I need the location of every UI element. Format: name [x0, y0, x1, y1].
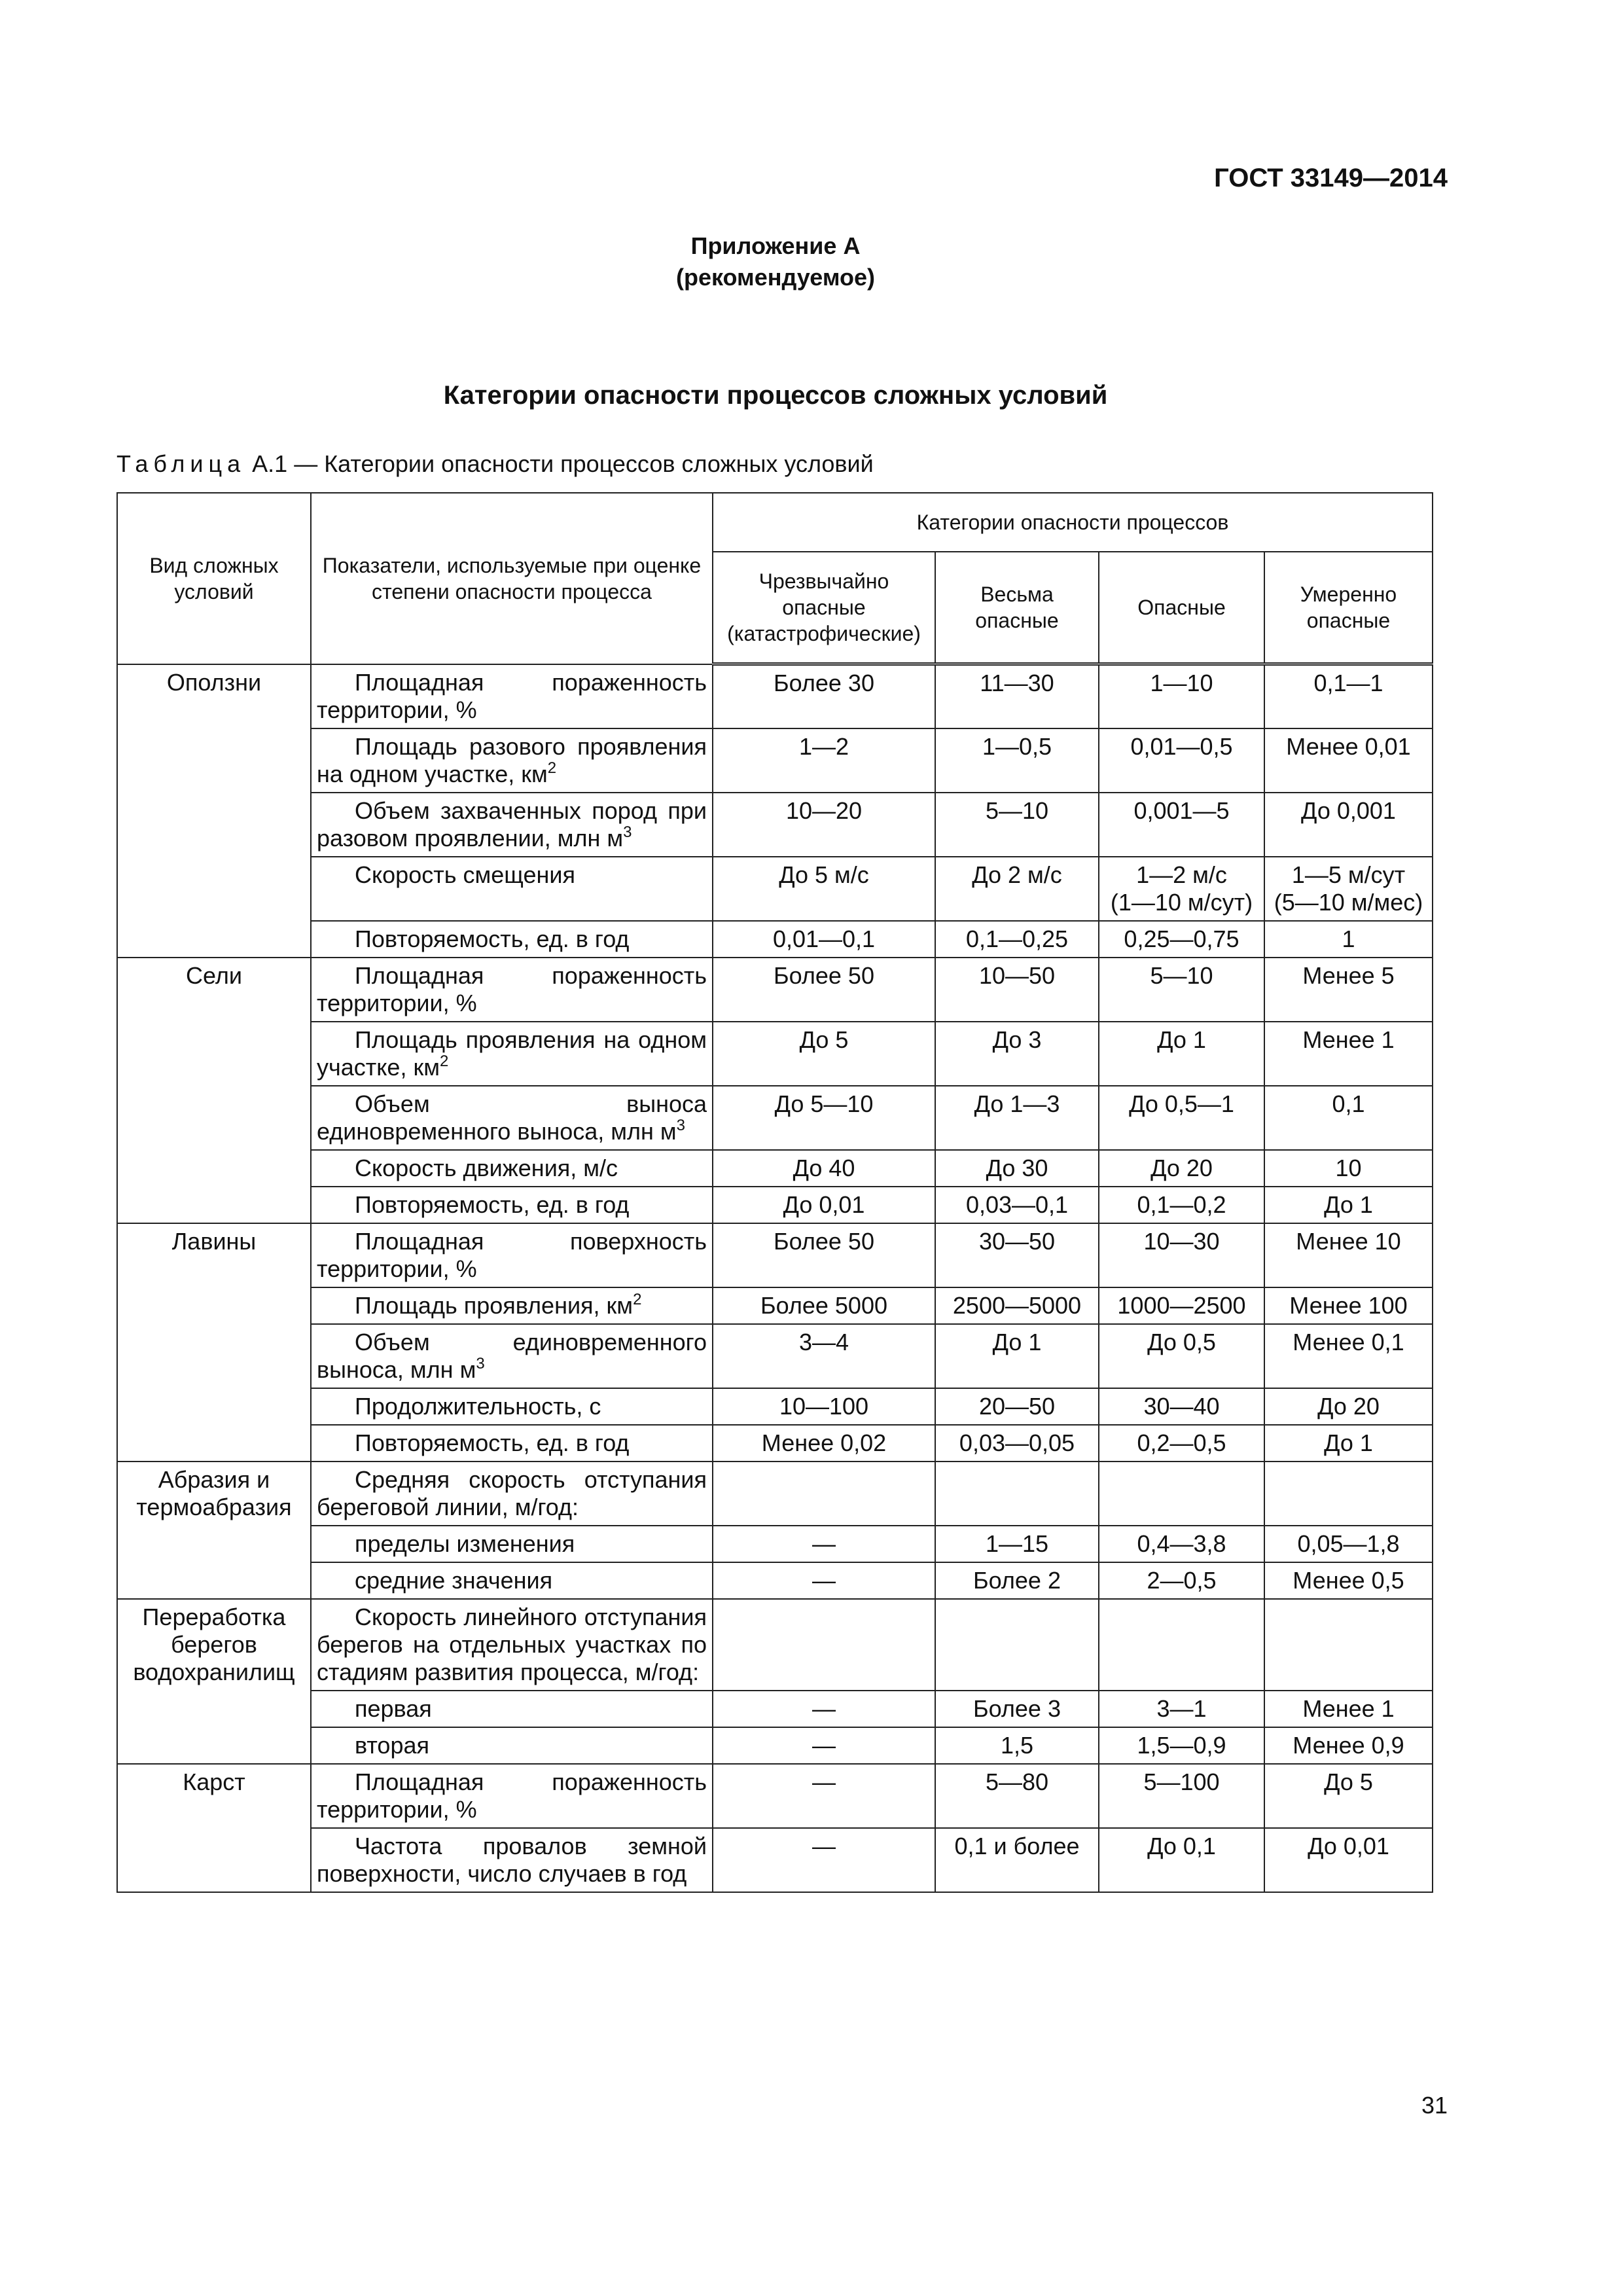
value-cell: До 2 м/с: [935, 857, 1099, 921]
value-cell: 0,2—0,5: [1099, 1425, 1264, 1462]
indicator-text: Объем выноса единовременного выноса, млн м: [317, 1090, 707, 1145]
value-cell: 10—20: [713, 793, 935, 857]
value-cell: До 0,01: [1264, 1828, 1433, 1892]
value-cell: До 20: [1264, 1388, 1433, 1425]
value-cell: До 20: [1099, 1150, 1264, 1187]
indicator-cell: [311, 793, 713, 857]
table-row: [117, 1526, 1433, 1562]
indicator-cell: [311, 1324, 713, 1388]
value-cell: 1—10: [1099, 664, 1264, 728]
value-cell: 10—100: [713, 1388, 935, 1425]
indicator-cell: Скорость смещения: [311, 857, 713, 921]
value-cell: Менее 100: [1264, 1287, 1433, 1324]
value-cell: Менее 0,02: [713, 1425, 935, 1462]
value-cell: —: [713, 1562, 935, 1599]
value-cell: 0,03—0,1: [935, 1187, 1099, 1223]
table-row: [117, 958, 1433, 1022]
hazard-categories-table: [116, 492, 1433, 1893]
value-cell: Более 50: [713, 958, 935, 1022]
value-cell: До 0,5: [1099, 1324, 1264, 1388]
value-cell: Более 30: [713, 664, 935, 728]
value-cell: 1,5—0,9: [1099, 1727, 1264, 1764]
value-cell: 0,1—1: [1264, 664, 1433, 728]
value-cell: 1—0,5: [935, 728, 1099, 793]
header-cat-moderate-line1: Умеренно: [1300, 583, 1397, 606]
condition-karst: Карст: [117, 1764, 311, 1892]
header-cat-very-line2: опасные: [975, 609, 1059, 632]
value-cell: Более 3: [935, 1691, 1099, 1727]
table-row: [117, 793, 1433, 857]
condition-reservoir-shores: [117, 1599, 311, 1764]
indicator-cell: средние значения: [311, 1562, 713, 1599]
value-cell: [1099, 1599, 1264, 1691]
table-row: [117, 1022, 1433, 1086]
section-heading: Категории опасности процессов сложных условий: [443, 381, 1108, 410]
value-cell: До 5: [1264, 1764, 1433, 1828]
indicator-cell: Площадная поверхность территории, %: [311, 1223, 713, 1287]
superscript: 2: [439, 1052, 449, 1070]
value-cell: 5—10: [935, 793, 1099, 857]
value-cell: До 1—3: [935, 1086, 1099, 1150]
appendix-heading: [0, 230, 1551, 293]
value-cell: 0,01—0,1: [713, 921, 935, 958]
appendix-subtitle: (рекомендуемое): [676, 264, 875, 291]
value-cell: 10: [1264, 1150, 1433, 1187]
condition-landslides: Оползни: [117, 664, 311, 958]
value-cell: 0,25—0,75: [1099, 921, 1264, 958]
value-cell: 5—100: [1099, 1764, 1264, 1828]
indicator-cell: первая: [311, 1691, 713, 1727]
value-cell: [1264, 1462, 1433, 1526]
superscript: 3: [676, 1116, 686, 1134]
value-cell: Менее 5: [1264, 958, 1433, 1022]
indicator-cell: [311, 728, 713, 793]
value-cell: 3—4: [713, 1324, 935, 1388]
value-cell: До 0,01: [713, 1187, 935, 1223]
indicator-cell: [311, 1022, 713, 1086]
superscript: 3: [623, 823, 632, 841]
value-cell: До 0,1: [1099, 1828, 1264, 1892]
indicator-text: Объем захваченных пород при разовом проявлении, млн м: [317, 797, 707, 852]
indicator-text: Объем единовременного выноса, млн м: [317, 1328, 707, 1383]
value-cell: 1—2: [713, 728, 935, 793]
value-cell: Более 50: [713, 1223, 935, 1287]
table-row: [117, 1727, 1433, 1764]
value-cell: 2500—5000: [935, 1287, 1099, 1324]
superscript: 3: [476, 1354, 485, 1372]
table-row: [117, 1828, 1433, 1892]
value-cell: Менее 10: [1264, 1223, 1433, 1287]
value-cell: 3—1: [1099, 1691, 1264, 1727]
value-cell: Менее 0,01: [1264, 728, 1433, 793]
indicator-cell: Площадная пораженность территории, %: [311, 664, 713, 728]
condition-abrasion-line2: термоабразия: [136, 1493, 292, 1520]
value-line-sub: (1—10 м/сут): [1110, 888, 1253, 916]
indicator-text: Площадь проявления на одном участке, км: [317, 1026, 707, 1081]
header-cat-extreme-line1: Чрезвычайно: [758, 569, 889, 593]
header-indicators: Показатели, используемые при оценке степени опасности процесса: [311, 493, 713, 664]
indicator-cell: Скорость движения, м/с: [311, 1150, 713, 1187]
value-cell: Менее 0,1: [1264, 1324, 1433, 1388]
value-cell: 1: [1264, 921, 1433, 958]
indicator-cell: вторая: [311, 1727, 713, 1764]
value-cell: [1264, 857, 1433, 921]
value-cell: 10—30: [1099, 1223, 1264, 1287]
value-cell: До 5—10: [713, 1086, 935, 1150]
header-cat-very-dangerous: [935, 552, 1099, 664]
value-cell: [1264, 1599, 1433, 1691]
table-row: [117, 1691, 1433, 1727]
indicator-cell: пределы изменения: [311, 1526, 713, 1562]
value-cell: 0,1—0,25: [935, 921, 1099, 958]
table-row: [117, 664, 1433, 728]
value-cell: —: [713, 1727, 935, 1764]
table-row: [117, 1425, 1433, 1462]
value-cell: —: [713, 1764, 935, 1828]
value-cell: 30—40: [1099, 1388, 1264, 1425]
indicator-cell: Частота провалов земной поверхности, число случаев в год: [311, 1828, 713, 1892]
indicator-cell: Повторяемость, ед. в год: [311, 921, 713, 958]
value-cell: До 0,5—1: [1099, 1086, 1264, 1150]
table-row: [117, 921, 1433, 958]
value-cell: До 40: [713, 1150, 935, 1187]
header-cat-extreme-line2: опасные: [782, 596, 866, 619]
header-cat-moderate-line2: опасные: [1306, 609, 1391, 632]
condition-reservoir-line2: берегов: [171, 1630, 257, 1658]
value-cell: [713, 1599, 935, 1691]
value-line-sub: (5—10 м/мес): [1274, 888, 1423, 916]
value-cell: До 5: [713, 1022, 935, 1086]
value-cell: До 1: [1099, 1022, 1264, 1086]
header-cat-extreme: [713, 552, 935, 664]
appendix-title: Приложение А: [690, 232, 861, 259]
value-cell: [713, 1462, 935, 1526]
value-cell: До 30: [935, 1150, 1099, 1187]
superscript: 2: [633, 1290, 642, 1308]
value-cell: 0,001—5: [1099, 793, 1264, 857]
table-row: [117, 1223, 1433, 1287]
table-row: [117, 1764, 1433, 1828]
value-cell: —: [713, 1526, 935, 1562]
table-caption: [116, 450, 874, 478]
table-row: [117, 728, 1433, 793]
value-cell: До 0,001: [1264, 793, 1433, 857]
value-cell: 0,1: [1264, 1086, 1433, 1150]
page-number: 31: [1421, 2092, 1448, 2119]
condition-abrasion: [117, 1462, 311, 1599]
table-row: [117, 1324, 1433, 1388]
value-line: 1—5 м/сут: [1291, 861, 1406, 888]
value-cell: До 1: [1264, 1425, 1433, 1462]
indicator-cell: Средняя скорость отступания береговой линии, м/год:: [311, 1462, 713, 1526]
value-cell: 0,05—1,8: [1264, 1526, 1433, 1562]
value-cell: До 1: [1264, 1187, 1433, 1223]
indicator-cell: [311, 1086, 713, 1150]
value-line: 1—2 м/с: [1136, 861, 1227, 888]
value-cell: 30—50: [935, 1223, 1099, 1287]
value-cell: Менее 1: [1264, 1022, 1433, 1086]
table-row: [117, 1150, 1433, 1187]
value-cell: [1099, 857, 1264, 921]
header-cat-moderate: [1264, 552, 1433, 664]
value-cell: 20—50: [935, 1388, 1099, 1425]
condition-mudflows: Сели: [117, 958, 311, 1223]
header-category-group: Категории опасности процессов: [713, 493, 1433, 552]
value-cell: 11—30: [935, 664, 1099, 728]
indicator-cell: Площадная пораженность территории, %: [311, 1764, 713, 1828]
condition-reservoir-line1: Переработка: [142, 1603, 286, 1630]
superscript: 2: [547, 759, 557, 777]
value-cell: —: [713, 1691, 935, 1727]
value-cell: 0,4—3,8: [1099, 1526, 1264, 1562]
header-cat-dangerous: Опасные: [1099, 552, 1264, 664]
standard-code: ГОСТ 33149—2014: [1214, 164, 1448, 192]
value-cell: [935, 1462, 1099, 1526]
indicator-cell: Повторяемость, ед. в год: [311, 1425, 713, 1462]
indicator-text: Площадь проявления, км: [355, 1291, 633, 1319]
value-cell: 0,1—0,2: [1099, 1187, 1264, 1223]
value-cell: 1,5: [935, 1727, 1099, 1764]
header-condition-type: Вид сложных условий: [117, 493, 311, 664]
indicator-cell: Площадная пораженность территории, %: [311, 958, 713, 1022]
value-cell: 5—80: [935, 1764, 1099, 1828]
table-row: [117, 1599, 1433, 1691]
header-cat-extreme-line3: (катастрофические): [727, 622, 921, 645]
indicator-cell: Скорость линейного отступания берегов на отдельных участках по стадиям развития процесса, м/год:: [311, 1599, 713, 1691]
value-cell: Менее 0,5: [1264, 1562, 1433, 1599]
value-cell: 5—10: [1099, 958, 1264, 1022]
table-row: [117, 1086, 1433, 1150]
value-cell: 10—50: [935, 958, 1099, 1022]
value-cell: До 3: [935, 1022, 1099, 1086]
table-row: [117, 857, 1433, 921]
table-row: [117, 1287, 1433, 1324]
indicator-cell: Продолжительность, с: [311, 1388, 713, 1425]
value-cell: Менее 0,9: [1264, 1727, 1433, 1764]
table-row: [117, 1388, 1433, 1425]
value-cell: [935, 1599, 1099, 1691]
indicator-cell: [311, 1287, 713, 1324]
indicator-text: Площадь разового проявления на одном участке, км: [317, 732, 707, 787]
table-row: [117, 1187, 1433, 1223]
table-caption-label: Таблица: [116, 450, 246, 477]
table-caption-text: А.1 — Категории опасности процессов сложных условий: [252, 450, 874, 477]
table-row: [117, 1562, 1433, 1599]
value-cell: —: [713, 1828, 935, 1892]
value-cell: До 1: [935, 1324, 1099, 1388]
value-cell: 2—0,5: [1099, 1562, 1264, 1599]
value-cell: Более 2: [935, 1562, 1099, 1599]
value-cell: Менее 1: [1264, 1691, 1433, 1727]
condition-reservoir-line3: водохранилищ: [133, 1658, 295, 1685]
value-cell: До 5 м/с: [713, 857, 935, 921]
header-cat-very-line1: Весьма: [980, 583, 1054, 606]
value-cell: 1000—2500: [1099, 1287, 1264, 1324]
value-cell: Более 5000: [713, 1287, 935, 1324]
table-row: [117, 1462, 1433, 1526]
indicator-cell: Повторяемость, ед. в год: [311, 1187, 713, 1223]
value-cell: 0,03—0,05: [935, 1425, 1099, 1462]
value-cell: 0,01—0,5: [1099, 728, 1264, 793]
value-cell: 0,1 и более: [935, 1828, 1099, 1892]
value-cell: [1099, 1462, 1264, 1526]
value-cell: 1—15: [935, 1526, 1099, 1562]
condition-abrasion-line1: Абразия и: [158, 1465, 270, 1493]
condition-avalanches: Лавины: [117, 1223, 311, 1462]
